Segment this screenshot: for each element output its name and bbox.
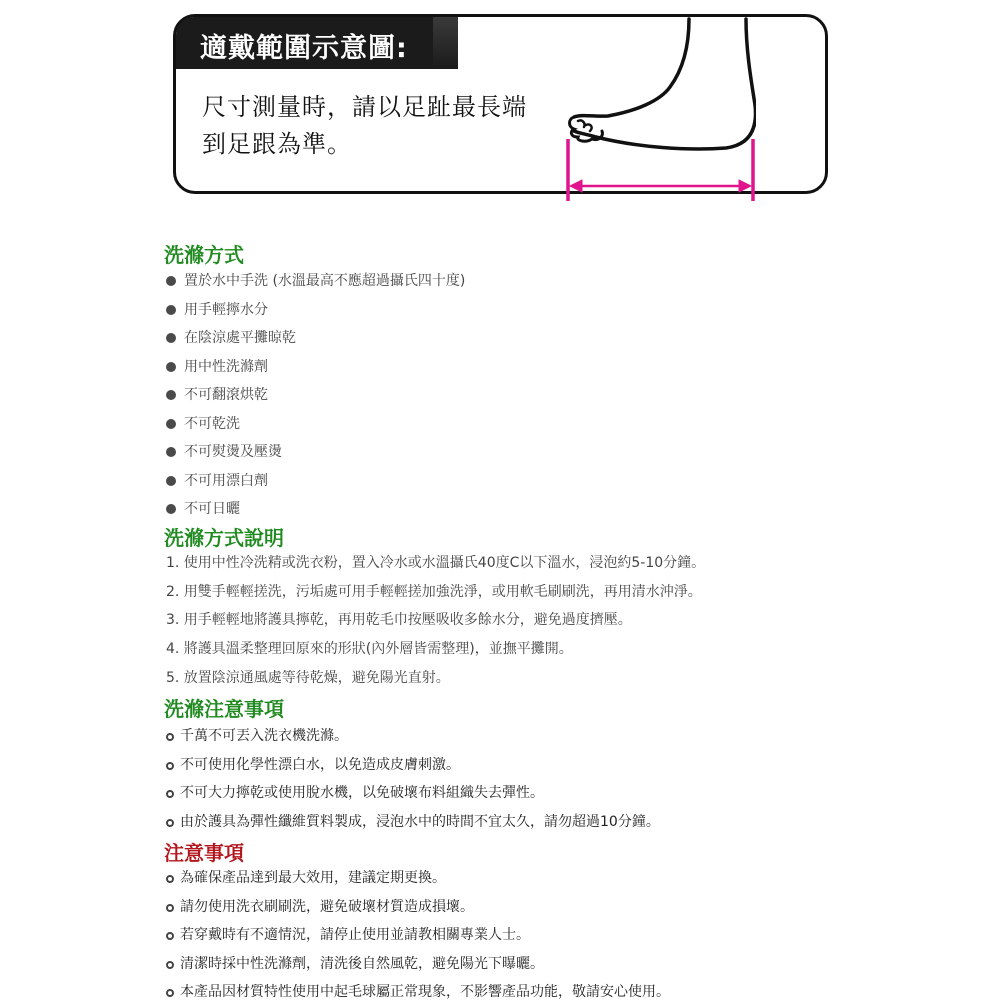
list-item: 清潔時採中性洗滌劑，清洗後自然風乾，避免陽光下曝曬。 bbox=[166, 950, 670, 979]
bullet-icon bbox=[166, 276, 176, 286]
circle-bullet-icon bbox=[166, 790, 174, 798]
circle-bullet-icon bbox=[166, 733, 174, 741]
list-item: 請勿使用洗衣刷刷洗，避免破壞材質造成損壞。 bbox=[166, 893, 670, 922]
list-item: 用中性洗滌劑 bbox=[166, 353, 465, 382]
bullet-icon bbox=[166, 476, 176, 486]
washing-cautions-list bbox=[166, 722, 660, 836]
circle-bullet-icon bbox=[166, 904, 174, 912]
bullet-icon bbox=[166, 305, 176, 315]
list-item: 用手輕擰水分 bbox=[166, 296, 465, 325]
list-item: 3. 用手輕輕地將護具擰乾，再用乾毛巾按壓吸收多餘水分，避免過度擠壓。 bbox=[166, 612, 632, 629]
circle-bullet-icon bbox=[166, 961, 174, 969]
bullet-icon bbox=[166, 447, 176, 457]
bullet-icon bbox=[166, 419, 176, 429]
washing-instructions-title: 洗滌方式說明 bbox=[164, 526, 284, 550]
notes-list bbox=[166, 864, 670, 1007]
list-item: 不可乾洗 bbox=[166, 410, 465, 439]
list-item: 不可用漂白劑 bbox=[166, 467, 465, 496]
washing-method-title: 洗滌方式 bbox=[164, 243, 244, 267]
notes-title: 注意事項 bbox=[164, 841, 244, 865]
sizing-line-2: 到足跟為準。 bbox=[202, 130, 352, 158]
circle-bullet-icon bbox=[166, 819, 174, 827]
bullet-icon bbox=[166, 504, 176, 514]
sizing-instruction bbox=[202, 89, 562, 163]
circle-bullet-icon bbox=[166, 875, 174, 883]
list-item: 不可日曬 bbox=[166, 495, 465, 524]
list-item: 為確保產品達到最大效用，建議定期更換。 bbox=[166, 864, 670, 893]
list-item: 4. 將護具溫柔整理回原來的形狀(內外層皆需整理)，並撫平攤開。 bbox=[166, 641, 573, 658]
list-item: 不可大力擰乾或使用脫水機，以免破壞布料組織失去彈性。 bbox=[166, 779, 660, 808]
list-item: 在陰涼處平攤晾乾 bbox=[166, 324, 465, 353]
list-item: 千萬不可丟入洗衣機洗滌。 bbox=[166, 722, 660, 751]
list-item: 不可使用化學性漂白水，以免造成皮膚刺激。 bbox=[166, 751, 660, 780]
sizing-title-tab bbox=[176, 17, 458, 69]
list-item: 不可熨燙及壓燙 bbox=[166, 438, 465, 467]
washing-instructions-list bbox=[166, 549, 705, 692]
list-item: 2. 用雙手輕輕搓洗，污垢處可用手輕輕搓加強洗淨，或用軟毛刷刷洗，再用清水沖淨。 bbox=[166, 583, 702, 600]
circle-bullet-icon bbox=[166, 989, 174, 997]
washing-method-list bbox=[166, 267, 465, 524]
list-item: 置於水中手洗 (水溫最高不應超過攝氏四十度) bbox=[166, 267, 465, 296]
list-item: 1. 使用中性冷洗精或洗衣粉，置入冷水或水溫攝氏40度C以下溫水，浸泡約5-10分鐘。 bbox=[166, 555, 706, 571]
list-item: 不可翻滾烘乾 bbox=[166, 381, 465, 410]
circle-bullet-icon bbox=[166, 932, 174, 940]
bullet-icon bbox=[166, 390, 176, 400]
sizing-title: 適戴範圍示意圖: bbox=[200, 33, 408, 64]
list-item: 若穿戴時有不適情況，請停止使用並請教相關專業人士。 bbox=[166, 921, 670, 950]
list-item: 由於護具為彈性纖維質料製成，浸泡水中的時間不宜太久，請勿超過10分鐘。 bbox=[166, 808, 660, 837]
list-item: 5. 放置陰涼通風處等待乾燥，避免陽光直射。 bbox=[166, 669, 450, 686]
bullet-icon bbox=[166, 333, 176, 343]
bullet-icon bbox=[166, 362, 176, 372]
sizing-line-1: 尺寸測量時，請以足趾最長端 bbox=[202, 93, 527, 121]
circle-bullet-icon bbox=[166, 762, 174, 770]
washing-cautions-title: 洗滌注意事項 bbox=[164, 697, 284, 721]
foot-illustration bbox=[556, 13, 756, 203]
sizing-diagram-box bbox=[173, 14, 828, 194]
list-item: 本產品因材質特性使用中起毛球屬正常現象，不影響產品功能，敬請安心使用。 bbox=[166, 978, 670, 1007]
